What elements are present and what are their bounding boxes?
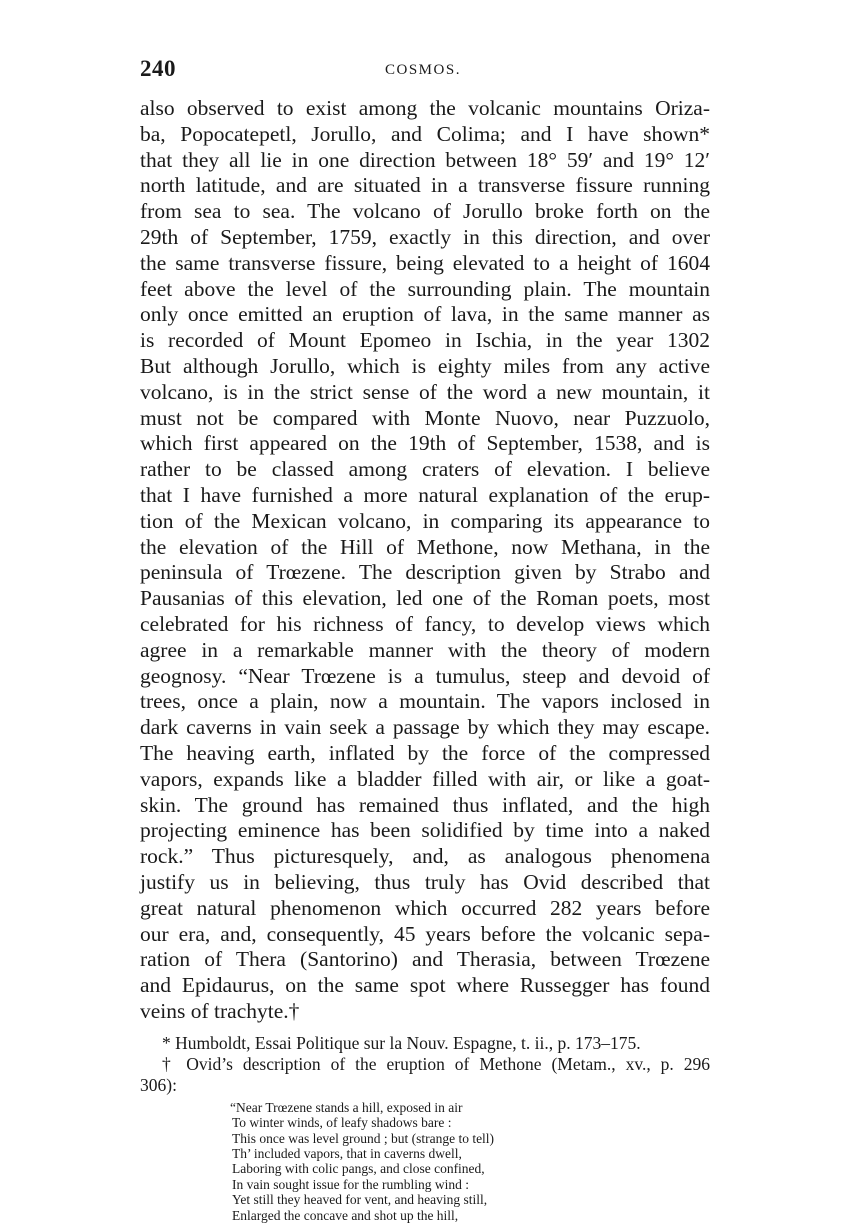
body-line: tion of the Mexican volcano, in comparing its appearance to [140,508,710,533]
body-line: volcano, is in the strict sense of the word a new mountain, it [140,379,710,404]
body-line: great natural phenomenon which occurred 282 years before [140,895,710,920]
body-line: vapors, expands like a bladder filled with air, or like a goat- [140,766,710,791]
body-line: ba, Popocatepetl, Jorullo, and Colima; and I have shown* [140,121,710,146]
poem-line: Enlarged the concave and shot up the hill, [232,1207,459,1223]
body-line: and Epidaurus, on the same spot where Russegger has found [140,973,710,998]
body-line: only once emitted an eruption of lava, in the same manner as [140,302,710,327]
body-line: from sea to sea. The volcano of Jorullo broke forth on the [140,199,710,224]
body-line: But although Jorullo, which is eighty miles from any active [140,353,710,378]
body-line: celebrated for his richness of fancy, to develop views which [140,611,710,636]
book-page [140,56,710,1223]
poem-line: “Near Trœzene stands a hill, exposed in air [230,1099,463,1115]
body-line: dark caverns in vain seek a passage by which they may escape. [140,715,710,740]
body-line: geognosy. “Near Trœzene is a tumulus, steep and devoid of [140,663,710,688]
page-number: 240 [140,56,176,81]
body-line: feet above the level of the surrounding plain. The mountain [140,276,710,301]
body-line: skin. The ground has remained thus inflated, and the high [140,792,710,817]
body-line: our era, and, consequently, 45 years before the volcanic sepa- [140,921,710,946]
poem-line: In vain sought issue for the rumbling wind : [232,1176,469,1192]
poem-line: Yet still they heaved for vent, and heaving still, [232,1192,488,1208]
body-line: which first appeared on the 19th of September, 1538, and is [140,431,710,456]
body-text [140,96,710,1025]
body-line: veins of trachyte.† [140,998,300,1023]
page-header [140,56,710,96]
body-line: ration of Thera (Santorino) and Therasia, between Trœzene [140,947,710,972]
poem-line: Laboring with colic pangs, and close confined, [232,1161,485,1177]
body-line: also observed to exist among the volcanic mountains Oriza- [140,96,710,120]
body-line: is recorded of Mount Epomeo in Ischia, in the year 1302 [140,328,710,353]
body-line: agree in a remarkable manner with the theory of modern [140,637,710,662]
body-line: Pausanias of this elevation, led one of the Roman poets, most [140,586,710,611]
body-line: rather to be classed among craters of elevation. I believe [140,457,710,482]
body-line: the same transverse fissure, being elevated to a height of 1604 [140,250,710,275]
body-line: that they all lie in one direction between 18° 59′ and 19° 12′ [140,147,710,172]
body-line: rock.” Thus picturesquely, and, as analogous phenomena [140,844,710,869]
footnote-2-line-2: 306): [140,1074,177,1095]
body-line: justify us in believing, thus truly has Ovid described that [140,869,710,894]
poem-line: Th’ included vapors, that in caverns dwell, [232,1145,462,1161]
poem-line: This once was level ground ; but (strange to tell) [232,1130,495,1146]
footnote-1: * Humboldt, Essai Politique sur la Nouv. Espagne, t. ii., p. 173–175. [162,1032,641,1053]
body-line: 29th of September, 1759, exactly in this direction, and over [140,224,710,249]
footnote-2-line-1: † Ovid’s description of the eruption of Methone (Metam., xv., p. 296 [162,1053,710,1074]
body-line: north latitude, and are situated in a transverse fissure running [140,173,710,198]
footnotes [140,1033,710,1096]
body-line: the elevation of the Hill of Methone, now Methana, in the [140,534,710,559]
poem-quotation [230,1100,710,1223]
body-line: must not be compared with Monte Nuovo, near Puzzuolo, [140,405,710,430]
poem-line: To winter winds, of leafy shadows bare : [232,1115,452,1131]
body-line: peninsula of Trœzene. The description given by Strabo and [140,560,710,585]
body-line: that I have furnished a more natural explanation of the erup- [140,482,710,507]
body-line: trees, once a plain, now a mountain. The vapors inclosed in [140,689,710,714]
running-head: COSMOS. [385,62,461,78]
body-line: projecting eminence has been solidified by time into a naked [140,818,710,843]
body-line: The heaving earth, inflated by the force of the compressed [140,740,710,765]
